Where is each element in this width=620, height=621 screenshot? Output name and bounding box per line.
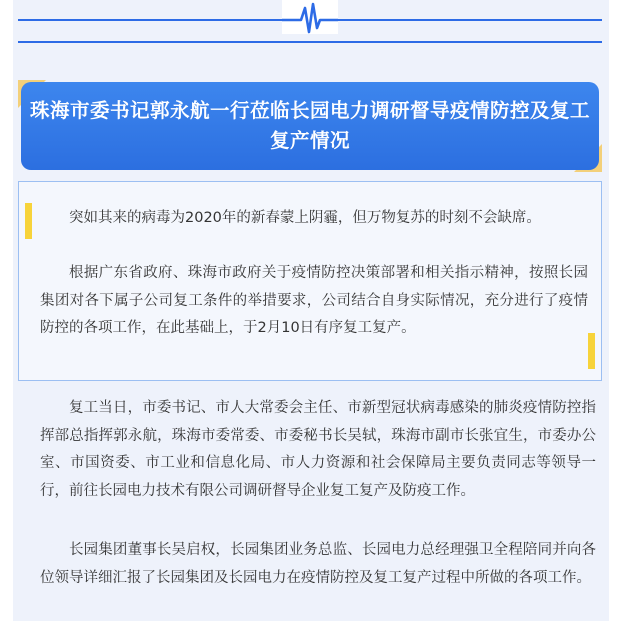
header-divider-bottom [18,41,602,43]
body-paragraph: 复工当日，市委书记、市人大常委会主任、市新型冠状病毒感染的肺炎疫情防控指挥部总指挥郭永航，珠海市委常委、市委秘书长吴轼，珠海市副市长张宜生，市委办公室、市国资委、市工业和信息化局、市人力资源和社会保障局主要负责同志等领导一行，前往长园电力技术有限公司调研督导企业复工复产及防疫工作。 [40,400,596,499]
title-card [18,80,602,172]
accent-marker [588,333,595,369]
heartbeat-pulse-icon [282,0,338,34]
body-paragraph: 长园集团董事长吴启权，长园集团业务总监、长园电力总经理强卫全程陪同并向各位领导详细汇报了长园集团及长园电力在疫情防控及复工复产过程中所做的各项工作。 [40,542,596,586]
intro-paragraph: 根据广东省政府、珠海市政府关于疫情防控决策部署和相关指示精神，按照长园集团对各下属子公司复工条件的举措要求，公司结合自身实际情况，充分进行了疫情防控的各项工作，在此基础上，于2月10日有序复工复产。 [40,265,588,336]
accent-marker [25,203,32,239]
intro-paragraph: 突如其来的病毒为2020年的新春蒙上阴霾，但万物复苏的时刻不会缺席。 [69,210,541,226]
page-title: 珠海市委书记郭永航一行莅临长园电力调研督导疫情防控及复工复产情况 [21,82,599,170]
